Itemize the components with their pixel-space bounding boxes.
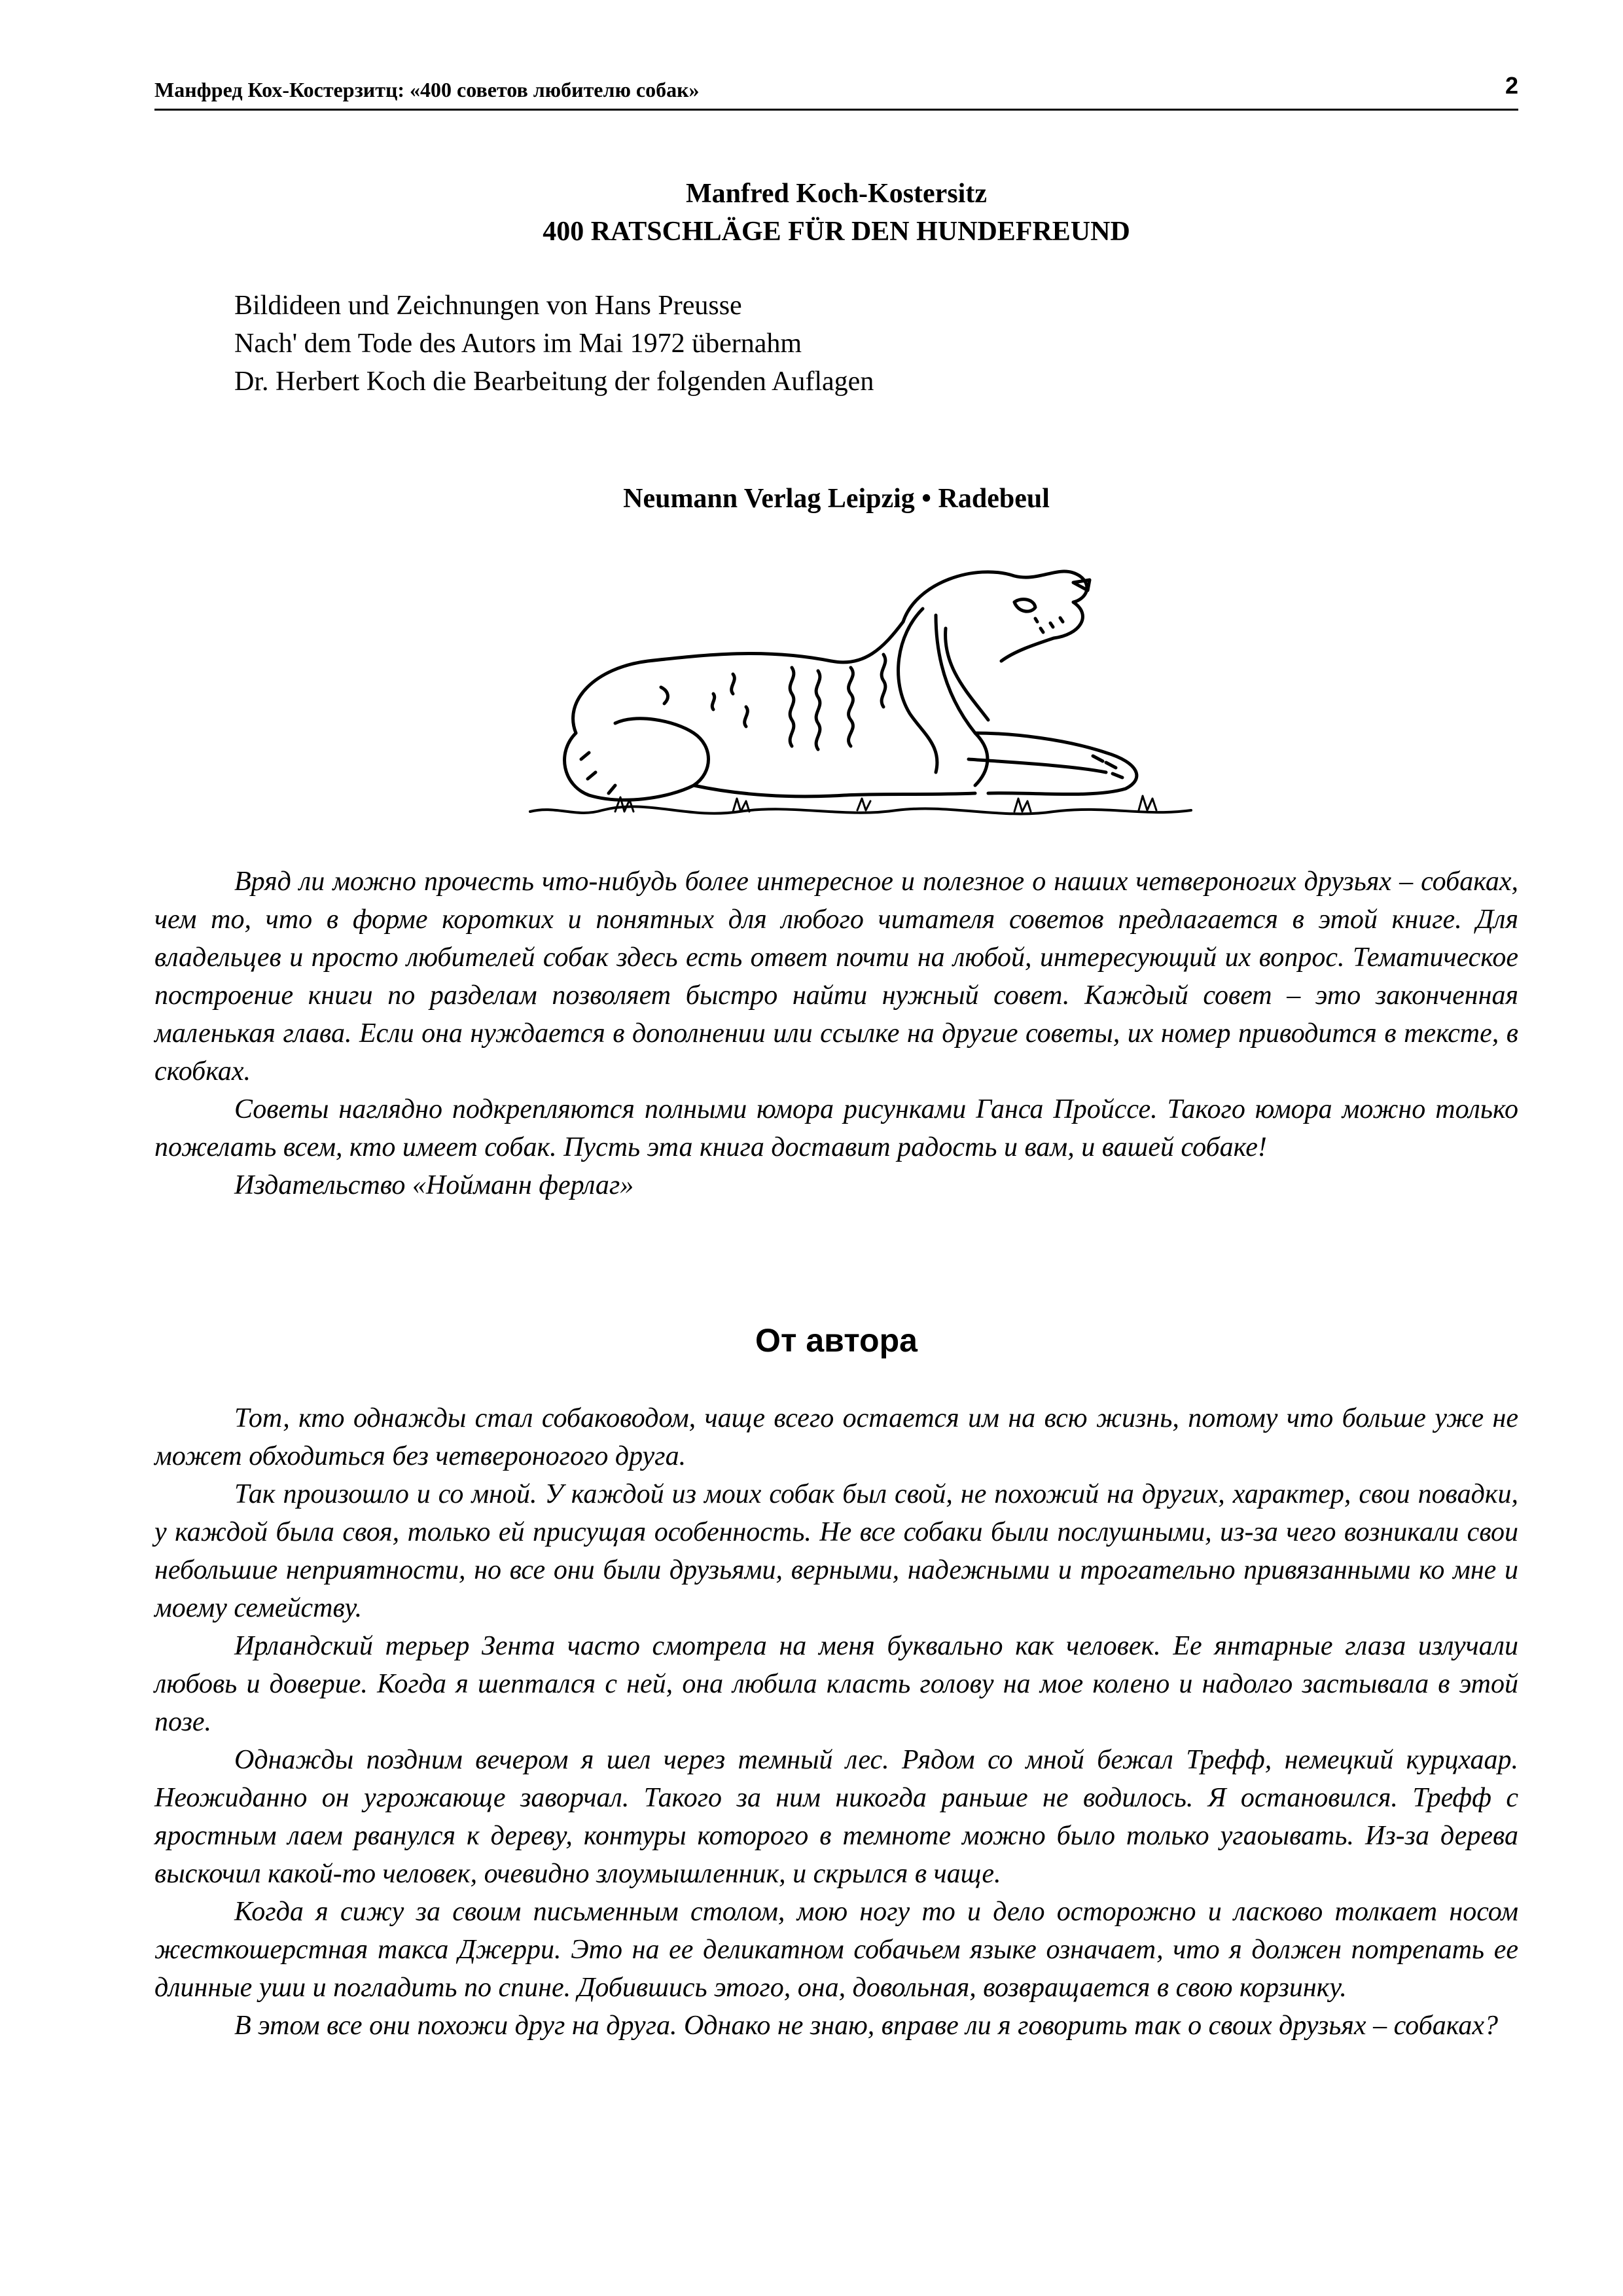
author-paragraph: Так произошло и со мной. У каждой из моих собак был свой, не похожий на других, характер, свои повадки, у каждой была своя, только ей присущая особенность. Не все собаки были послушными, из-за чего возникали свои небольшие неприятности, но все они были друзьями, верными, надежными и трогательно привязанными ко мне и моему семейству.	[154, 1479, 1518, 1623]
publisher-line: Neumann Verlag Leipzig • Radebeul	[623, 484, 1050, 514]
author-paragraph: Когда я сижу за своим письменным столом, мою ногу то и дело осторожно и ласково толкает носом жесткошерстная такса Джерри. Это на ее деликатном собачьем языке означает, что я должен потрепать ее длинные уши и погладить по спине. Добившись этого, она, довольная, возвращается в свою корзинку.	[154, 1897, 1518, 2003]
author-paragraph: В этом все они похожи друг на друга. Однако не знаю, вправе ли я говорить так о своих друзьях – собаках?	[234, 2011, 1498, 2041]
intro-paragraph: Вряд ли можно прочесть что-нибудь более интересное и полезное о наших четвероногих друзьях – собаках, чем то, что в форме коротких и понятных для любого читателя советов предлагается в этой книге. Для владельцев и просто любителей собак здесь есть ответ почти на любой, интересующий их вопрос. Тематическое построение книги по разделам позволяет быстро найти нужный совет. Каждый совет – это законченная маленькая глава. Если она нуждается в дополнении или ссылке на другие советы, их номер приводится в тексте, в скобках.	[154, 867, 1518, 1086]
dog-illustration	[517, 537, 1211, 838]
running-title: Манфред Кох-Костерзитц: «400 советов любителю собак»	[154, 78, 700, 101]
section-heading-from-author: От автора	[755, 1322, 918, 1359]
intro-signature: Издательство «Нойманн ферлаг»	[234, 1170, 634, 1200]
imprint-line: Dr. Herbert Koch die Bearbeitung der folgenden Auflagen	[234, 367, 874, 397]
intro-paragraph: Советы наглядно подкрепляются полными юмора рисунками Ганса Пройссе. Такого юмора можно только пожелать всем, кто имеет собак. Пусть эта книга доставит радость и вам, и вашей собаке!	[154, 1094, 1518, 1162]
imprint-block	[234, 287, 874, 401]
intro-text	[154, 863, 1518, 1204]
imprint-line: Nach' dem Tode des Autors im Mai 1972 übernahm	[234, 329, 802, 359]
author-text	[154, 1399, 1518, 2045]
running-header	[154, 68, 1518, 111]
book-title: 400 RATSCHLÄGE FÜR DEN HUNDEFREUND	[543, 217, 1130, 247]
page-number: 2	[1505, 72, 1518, 99]
book-author: Manfred Koch-Kostersitz	[686, 179, 987, 209]
author-paragraph: Однажды поздним вечером я шел через темный лес. Рядом со мной бежал Трефф, немецкий курцхаар. Неожиданно он угрожающе заворчал. Такого за ним никогда раньше не водилось. Я остановился. Трефф с яростным лаем рванулся к дереву, контуры которого в темноте можно было только угаоывать. Из-за дерева выскочил какой-то человек, очевидно злоумышленник, и скрылся в чаще.	[154, 1745, 1518, 1889]
author-paragraph: Тот, кто однажды стал собаководом, чаще всего остается им на всю жизнь, потому что больше уже не может обходиться без четвероногого друга.	[154, 1403, 1518, 1471]
imprint-line: Bildideen und Zeichnungen von Hans Preusse	[234, 291, 742, 321]
author-paragraph: Ирландский терьер Зента часто смотрела на меня буквально как человек. Ее янтарные глаза излучали любовь и доверие. Когда я шептался с ней, она любила класть голову на мое колено и надолго застывала в этой позе.	[154, 1631, 1518, 1737]
